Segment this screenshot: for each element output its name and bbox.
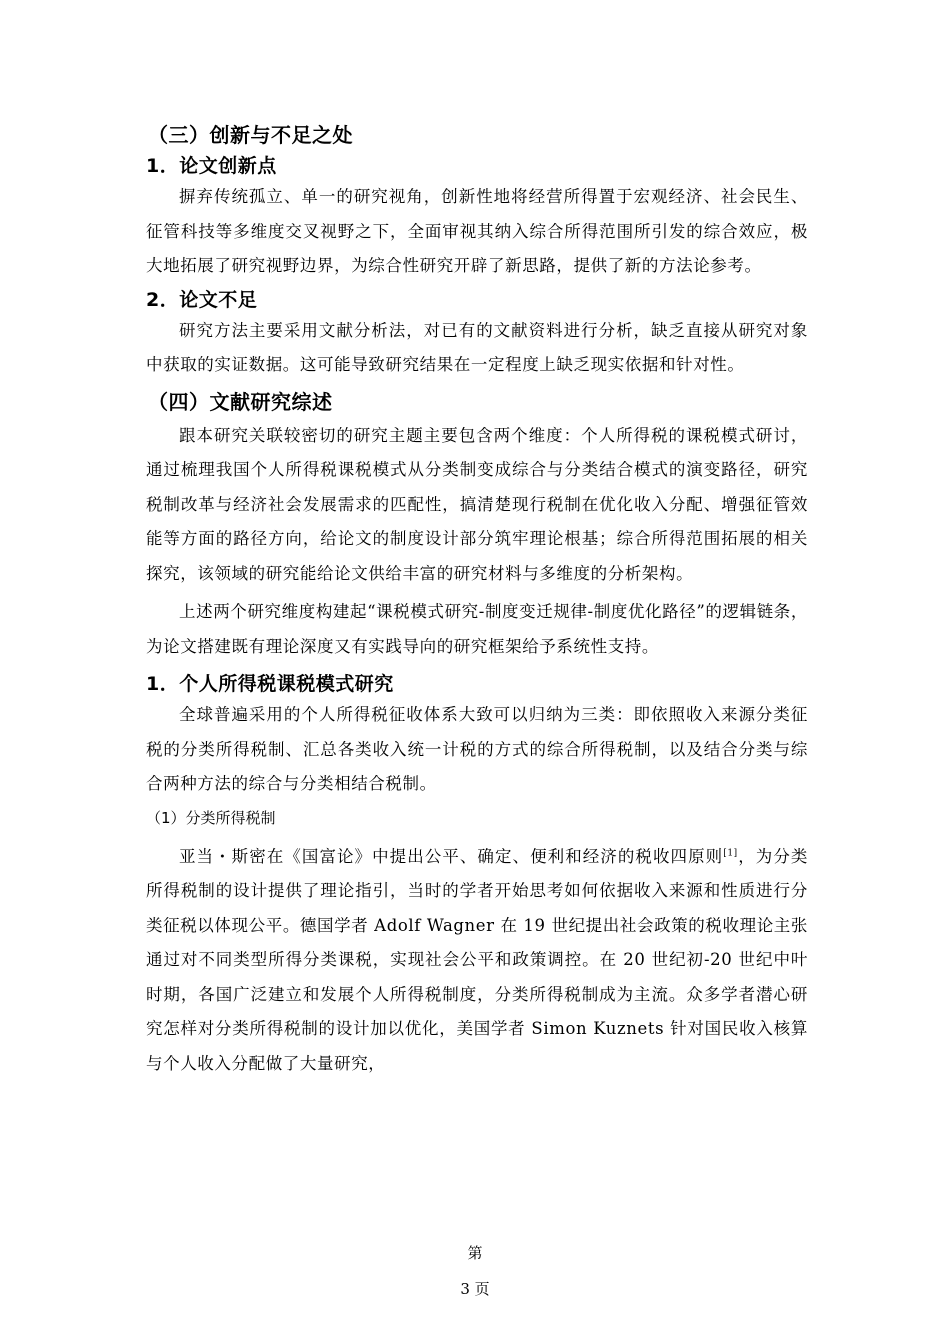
- paragraph-review-chain: 上述两个研究维度构建起“课税模式研究-制度变迁规律-制度优化路径”的逻辑链条，为论文搭建既有理论深度又有实践导向的研究框架给予系统性支持。: [146, 602, 808, 656]
- page-number: 3 页: [460, 1280, 490, 1298]
- paragraph-schedular-tax-part1: 亚当・斯密在《国富论》中提出公平、确定、便利和经济的税收四原则: [179, 846, 724, 866]
- paragraph-schedular-tax-part2: ，为分类所得税制的设计提供了理论指引，当时的学者开始思考如何依据收入来源和性质进行分类征税以体现公平。德国学者 Adolf Wagner 在 19 世纪提出社会政策的税收理论主张通过对不同类型所得分类课税，实现社会公平和政策调控。在 20 世纪初-20 世纪中叶时期，各国广泛建立和发展个人所得税制度，分类所得税制成为主流。众多学者潜心研究怎样对分类所得税制的设计加以优化，美国学者 Simon Kuznets 针对国民收入核算与个人收入分配做了大量研究，: [146, 846, 808, 1073]
- section-heading-innovation: （三）创新与不足之处: [148, 123, 353, 147]
- paragraph-review-dimensions: 跟本研究关联较密切的研究主题主要包含两个维度：个人所得税的课税模式研讨，通过梳理我国个人所得税课税模式从分类制变成综合与分类结合模式的演变路径，研究税制改革与经济社会发展需求的匹配性，搞清楚现行税制在优化收入分配、增强征管效能等方面的路径方向，给论文的制度设计部分筑牢理论根基；综合所得范围拓展的相关探究，该领域的研究能给论文供给丰富的研究材料与多维度的分析架构。: [146, 425, 808, 583]
- subheading-innovation-points: 1．论文创新点: [146, 155, 277, 177]
- subheading-shortcomings: 2．论文不足: [146, 288, 258, 311]
- subheading-tax-model-research: 1．个人所得税课税模式研究: [146, 673, 394, 695]
- citation-ref[interactable]: [1]: [723, 848, 738, 858]
- paragraph-schedular-tax: [146, 840, 808, 1082]
- paragraph-innovation: 摒弃传统孤立、单一的研究视角，创新性地将经营所得置于宏观经济、社会民生、征管科技等多维度交叉视野之下，全面审视其纳入综合所得范围所引发的综合效应，极大地拓展了研究视野边界，为综合性研究开辟了新思路，提供了新的方法论参考。: [146, 187, 808, 275]
- subheading-schedular-tax: （1）分类所得税制: [146, 808, 276, 827]
- page-content: [146, 118, 808, 1081]
- paragraph-shortcomings: 研究方法主要采用文献分析法，对已有的文献资料进行分析，缺乏直接从研究对象中获取的实证数据。这可能导致研究结果在一定程度上缺乏现实依据和针对性。: [146, 320, 808, 374]
- page-footer-label: 第: [467, 1244, 483, 1262]
- paragraph-tax-systems: 全球普遍采用的个人所得税征收体系大致可以归纳为三类：即依照收入来源分类征税的分类所得税制、汇总各类收入统一计税的方式的综合所得税制，以及结合分类与综合两种方法的综合与分类相结合税制。: [146, 705, 808, 793]
- section-heading-literature-review: （四）文献研究综述: [148, 389, 333, 414]
